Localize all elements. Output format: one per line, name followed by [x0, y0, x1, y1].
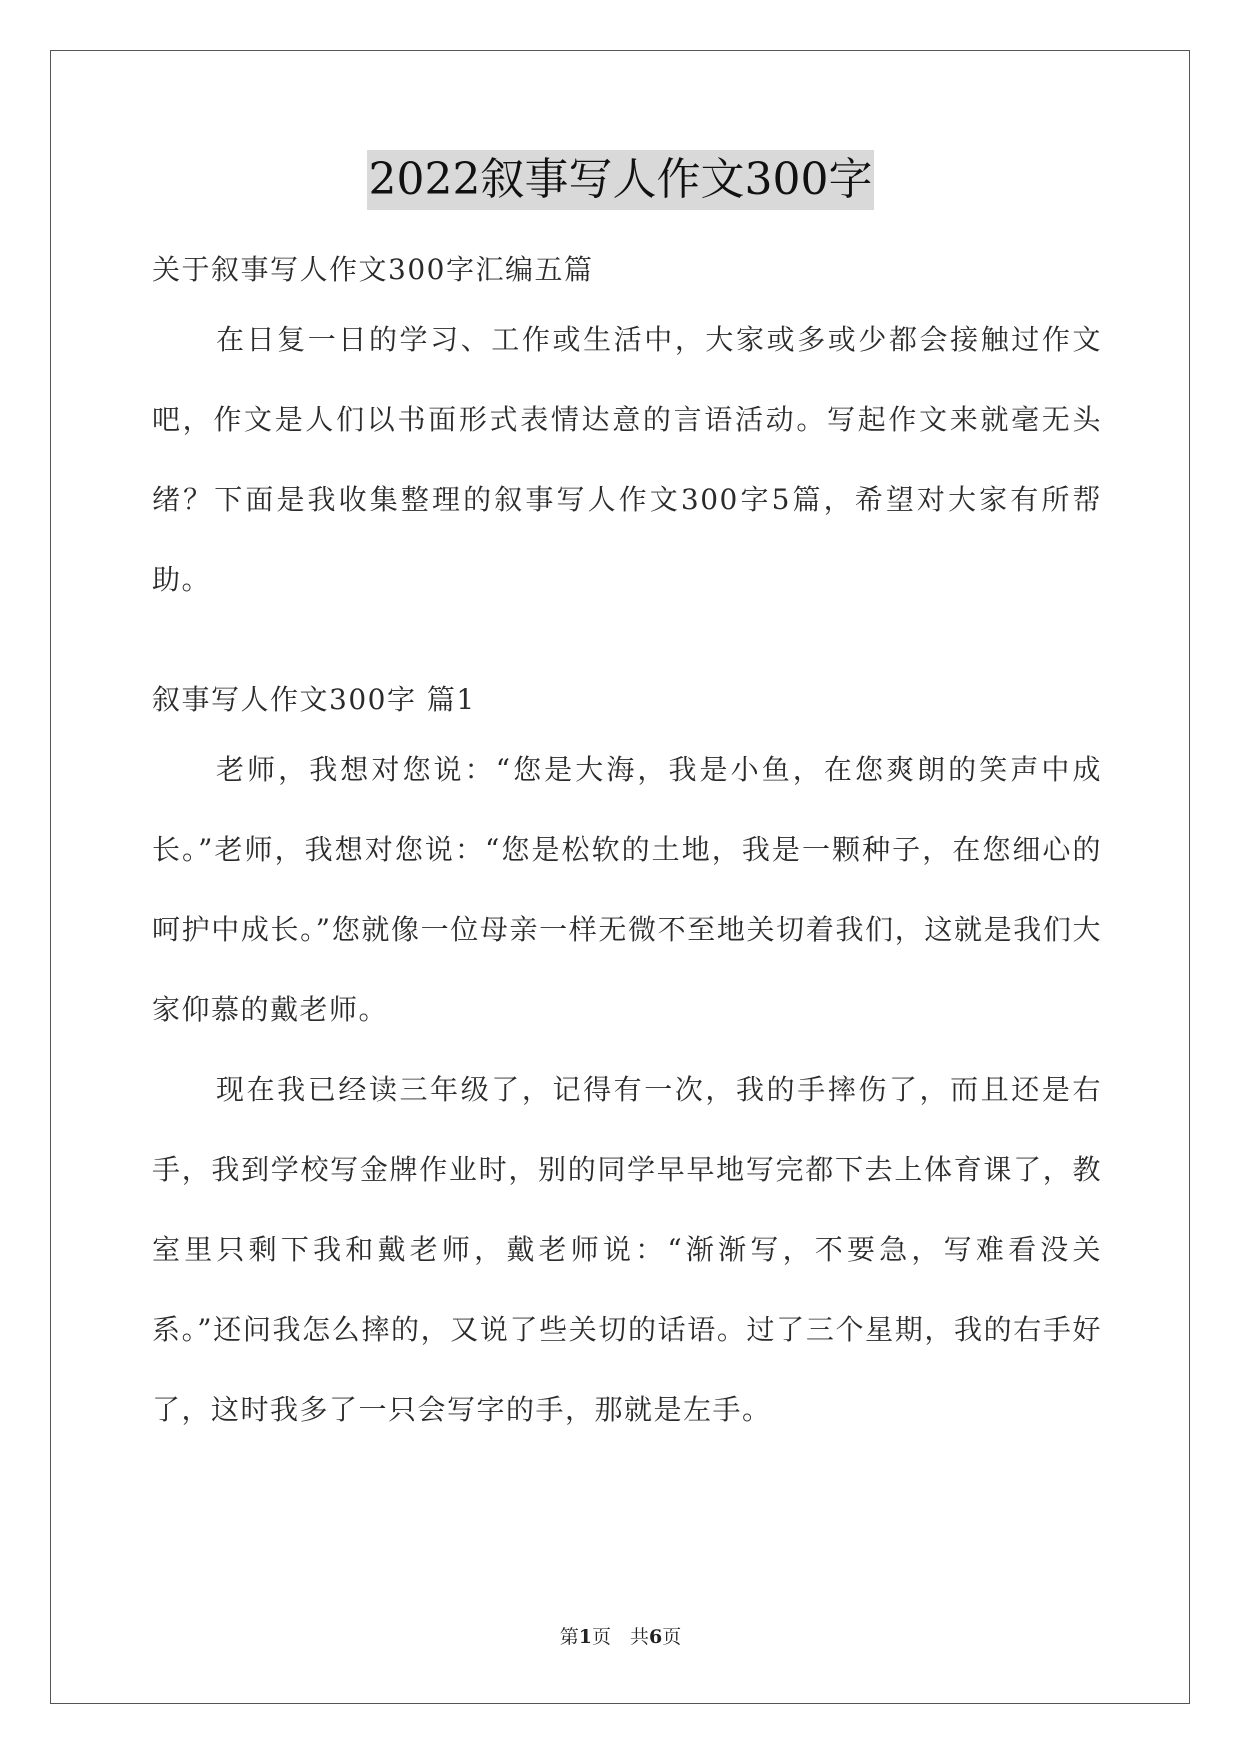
- document-subtitle: 关于叙事写人作文300字汇编五篇: [152, 253, 594, 286]
- body-paragraph-1: 老师，我想对您说：“您是大海，我是小鱼，在您爽朗的笑声中成长。”老师，我想对您说：“您是松软的土地，我是一颗种子，在您细心的呵护中成长。”您就像一位母亲一样无微不至地关切着我们，这就是我们大家仰慕的戴老师。: [152, 753, 1102, 1026]
- page-mid-text: 页 共: [591, 1626, 649, 1648]
- page-current-number: 1: [578, 1626, 592, 1648]
- page-prefix: 第: [559, 1626, 579, 1648]
- page-suffix: 页: [662, 1626, 682, 1648]
- section-heading: 叙事写人作文300字 篇1: [152, 683, 476, 716]
- body-paragraph-2: 现在我已经读三年级了，记得有一次，我的手摔伤了，而且还是右手，我到学校写金牌作业时，别的同学早早地写完都下去上体育课了，教室里只剩下我和戴老师，戴老师说：“渐渐写，不要急，写难看没关系。”还问我怎么摔的，又说了些关切的话语。过了三个星期，我的右手好了，这时我多了一只会写字的手，那就是左手。: [152, 1073, 1102, 1426]
- page-total-number: 6: [649, 1626, 663, 1648]
- page-footer: [0, 1622, 1241, 1649]
- document-title: 2022叙事写人作文300字: [367, 150, 875, 210]
- intro-paragraph: 在日复一日的学习、工作或生活中，大家或多或少都会接触过作文吧，作文是人们以书面形式表情达意的言语活动。写起作文来就毫无头绪？下面是我收集整理的叙事写人作文300字5篇，希望对大家有所帮助。: [152, 323, 1102, 596]
- title-wrapper: [0, 150, 1241, 210]
